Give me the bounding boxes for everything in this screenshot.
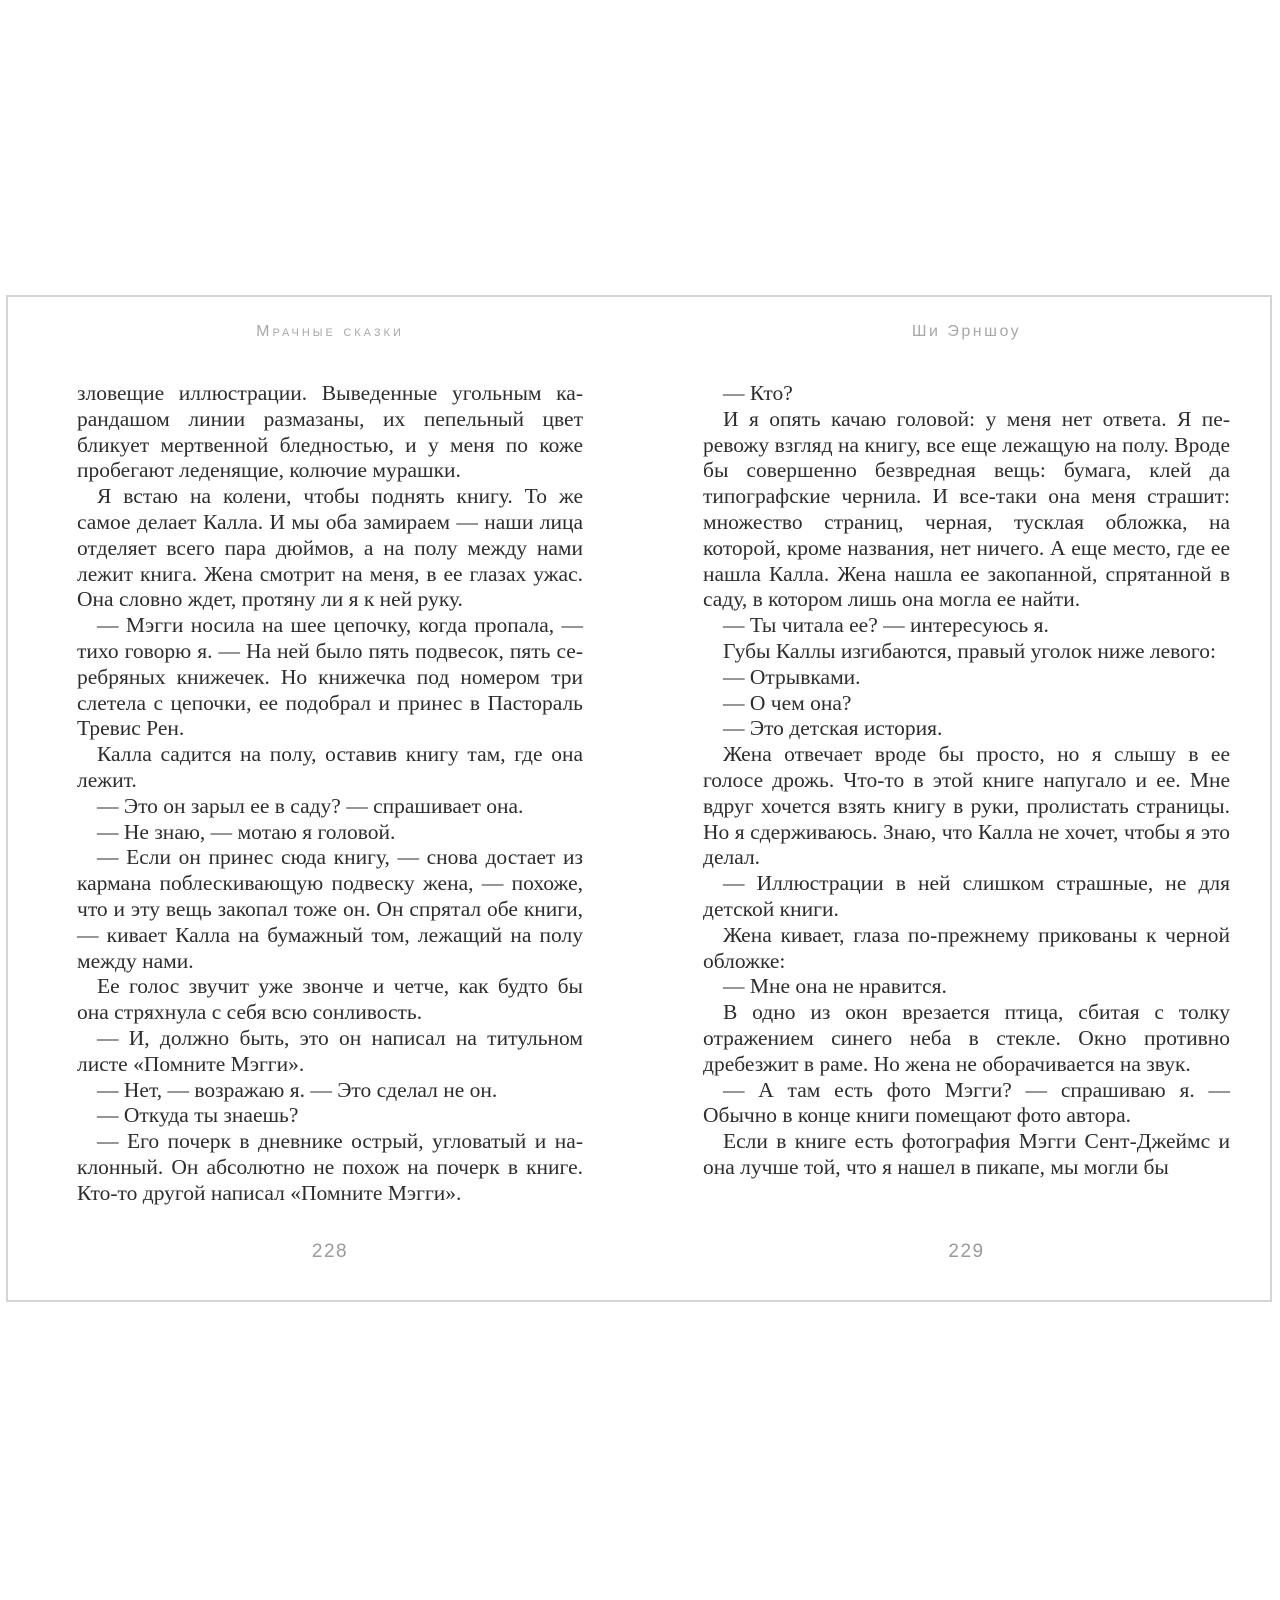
paragraph: Губы Каллы изгибаются, правый уголок ниже левого:	[723, 638, 1216, 663]
paragraph: Ее голос звучит уже звонче и четче, как будто бы она стряхнула с себя всю сонливость.	[77, 974, 583, 1025]
paragraph: — Не знаю, — мотаю я головой.	[97, 819, 396, 844]
paragraph: — О чем она?	[723, 690, 852, 715]
paragraph: — Мэгги носила на шее цепочку, когда пропала, — тихо говорю я. — На ней было пять подвесок, пять серебряных книжечек. Но книжечка под номером три слетела с цепочки, ее подобрал и принес в Пастораль Тревис Рен.	[77, 613, 583, 741]
paragraph: Я встаю на колени, чтобы поднять книгу. То же самое делает Калла. И мы оба замираем — наши лица отделяет всего пара дюймов, а на полу между нами лежит книга. Жена смотрит на меня, в ее глазах ужас. Она словно ждет, протяну ли я к ней руку.	[77, 484, 583, 612]
paragraph: Калла садится на полу, оставив книгу там, где она лежит.	[77, 742, 583, 792]
paragraph: Жена кивает, глаза по-прежнему прикованы к черной обложке:	[703, 922, 1230, 973]
paragraph: В одно из окон врезается птица, сбитая с толку отражением синего неба в стекле. Окно противно дребезжит в раме. Но жена не оборачивается на звук.	[703, 1000, 1230, 1076]
book-spread-frame	[6, 295, 1272, 1302]
paragraph: Жена отвечает вроде бы просто, но я слышу в ее голосе дрожь. Что-то в этой книге напугало и ее. Мне вдруг хочется взять книгу в руки, пролистать страницы. Но я сдерживаюсь. Знаю, что Калла не хочет, чтобы я это делал.	[703, 742, 1230, 870]
paragraph: — А там есть фото Мэгги? — спрашиваю я. — Обычно в конце книги помещают фото автора.	[703, 1077, 1230, 1128]
paragraph: — И, должно быть, это он написал на титульном листе «Помните Мэгги».	[77, 1025, 583, 1076]
paragraph: — Иллюстрации в ней слишком страшные, не для детской книги.	[703, 871, 1230, 921]
paragraph: — Если он принес сюда книгу, — снова достает из кармана поблескивающую подвеску жена, — похоже, что и эту вещь закопал тоже он. Он спрятал обе книги, — кивает Калла на бумажный том, лежащий на полу между нами.	[77, 845, 583, 973]
paragraph: — Кто?	[723, 381, 793, 405]
text-column-left	[77, 381, 583, 1207]
paragraph: зловещие иллюстрации. Выведенные угольным карандашом линии размазаны, их пепельный цвет бликует мертвенной бледностью, и у меня по коже пробегают леденящие, колючие мурашки.	[77, 381, 583, 483]
paragraph: — Откуда ты знаешь?	[97, 1103, 299, 1128]
paragraph: — Это детская история.	[723, 716, 943, 741]
page-left	[77, 297, 583, 1300]
page-number-right: 229	[948, 1241, 985, 1262]
paragraph: — Мне она не нравится.	[723, 974, 947, 999]
paragraph: — Ты читала ее? — интересуюсь я.	[723, 613, 1049, 638]
running-head-author-name: Ши Эрншоу	[911, 323, 1022, 340]
text-column-right	[703, 381, 1230, 1181]
paragraph: — Отрывками.	[723, 664, 861, 689]
page-number-left: 228	[311, 1241, 349, 1262]
paragraph: — Нет, — возражаю я. — Это сделал не он.	[97, 1077, 498, 1102]
paragraph: — Это он зарыл ее в саду? — спрашивает она.	[97, 793, 524, 818]
page-right	[703, 297, 1230, 1300]
running-head-book-title: Мрачные сказки	[256, 323, 404, 340]
paragraph: И я опять качаю головой: у меня нет ответа. Я перевожу взгляд на книгу, все еще лежащую на полу. Вроде бы совершенно безвредная вещь: бумага, клей да типографские чернила. И все-таки она меня страшит: множество страниц, черная, тусклая обложка, на которой, кроме названия, нет ничего. А еще место, где ее нашла Калла. Жена нашла ее закопанной, спрятанной в саду, в котором лишь она могла ее найти.	[703, 406, 1230, 612]
paragraph: Если в книге есть фотография Мэгги Сент-Джеймс и она лучше той, что я нашел в пикапе, мы могли бы	[703, 1129, 1230, 1179]
paragraph: — Его почерк в дневнике острый, угловатый и наклонный. Он абсолютно не похож на почерк в книге. Кто-то другой написал «Помните Мэгги».	[77, 1129, 583, 1205]
